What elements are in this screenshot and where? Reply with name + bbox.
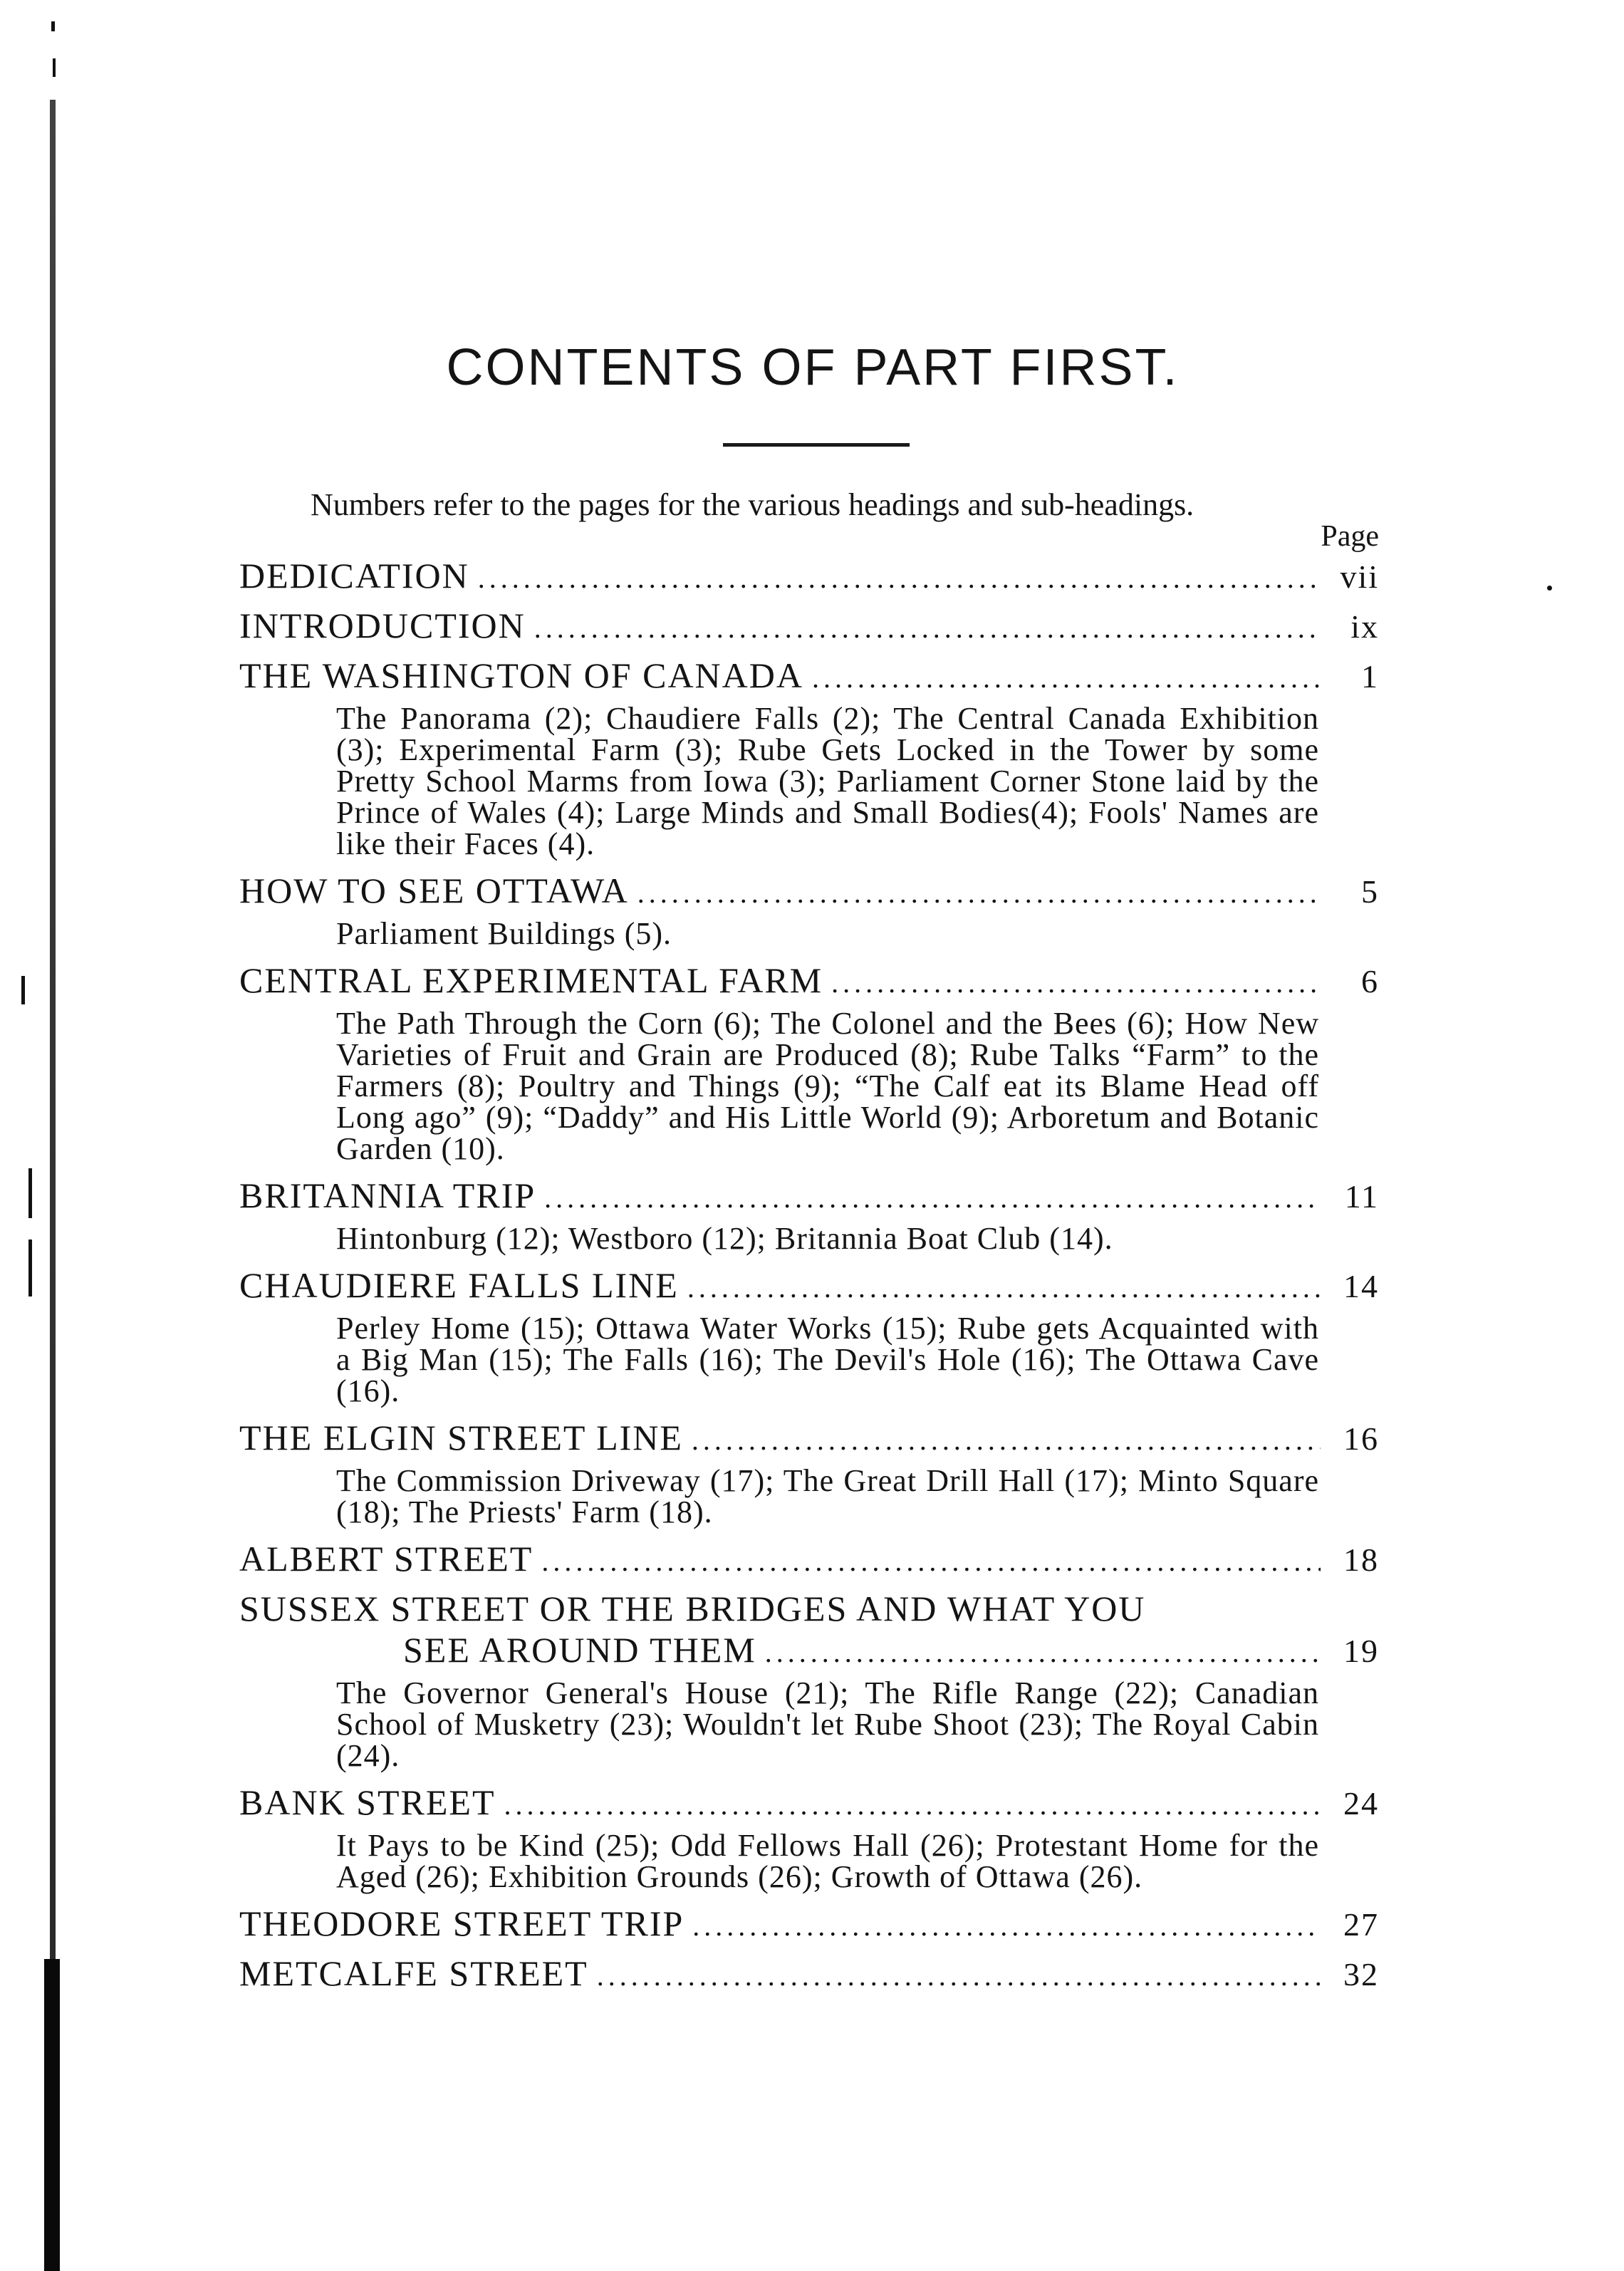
entry-line [239,1414,1379,1464]
scan-mark [28,1168,32,1218]
entry-page-number: 24 [1343,1785,1379,1822]
entry-page-number: 14 [1343,1268,1379,1304]
entry-subheadings: Perley Home (15); Ottawa Water Works (15); Rube gets Acquainted with a Big Man (15); The Falls (16); The Devil's Hole (16); The Ottawa Cave (16). [336,1311,1319,1408]
leader-dots [765,1629,1321,1676]
intro-note: Numbers refer to the pages for the various headings and sub-headings. [311,487,1194,522]
scan-mark [21,976,25,1004]
contents-page [239,339,1379,2000]
entry-line [239,1779,1379,1829]
entry-page-number: 11 [1344,1178,1379,1215]
entry-title: THE WASHINGTON OF CANADA [239,655,803,695]
contents-entry [239,552,1379,602]
entry-page-number: vii [1340,558,1379,595]
leader-dots [478,555,1321,602]
contents-entry [239,957,1379,1165]
leader-dots [812,655,1321,702]
scan-mark [28,1240,32,1296]
entry-title: BANK STREET [239,1782,496,1822]
entry-page-number: ix [1350,608,1379,645]
page-title: CONTENTS OF PART FIRST. [446,339,1180,396]
entry-page-number: 16 [1343,1420,1379,1457]
entry-line [239,552,1379,602]
contents-entry [239,652,1379,860]
entry-line [239,957,1379,1007]
binding-edge [50,100,56,2265]
entry-page-number: 32 [1343,1956,1379,1992]
binding-edge-shadow [44,1959,60,2271]
entry-line [239,652,1379,702]
entry-line [239,1535,1379,1585]
contents-entry [239,1262,1379,1407]
entry-page-number: 1 [1361,658,1379,695]
leader-dots [597,1953,1321,2000]
scan-mark [51,21,55,31]
entry-line [239,1262,1379,1311]
entry-title: DEDICATION [239,556,469,596]
entry-subheadings: The Governor General's House (21); The Rifle Range (22); Canadian School of Musketry (23); Wouldn't let Rube Shoot (23); The Royal Cabin (24). [336,1675,1319,1773]
leader-dots [692,1903,1321,1950]
scan-mark [53,58,56,77]
leader-dots [544,1175,1321,1222]
contents-entry [239,867,1379,950]
contents-entry [239,1950,1379,2000]
contents-entry [239,1172,1379,1254]
entry-line [239,867,1379,917]
entry-title: CENTRAL EXPERIMENTAL FARM [239,960,823,1000]
leader-dots [687,1264,1321,1311]
entry-subheadings: Hintonburg (12); Westboro (12); Britannia Boat Club (14). [336,1221,1113,1256]
entry-subheadings: The Commission Driveway (17); The Great Drill Hall (17); Minto Square (18); The Priests' Farm (18). [336,1463,1319,1529]
entry-page-number: 18 [1343,1542,1379,1578]
contents-list [239,552,1379,2000]
contents-entry [239,1414,1379,1528]
entry-title: ALBERT STREET [239,1539,533,1579]
entry-page-number: 19 [1343,1633,1379,1669]
entry-subheadings: The Path Through the Corn (6); The Colonel and the Bees (6); How New Varieties of Fruit and Grain are Produced (8); Rube Talks “Farm” to the Farmers (8); Poultry and Things (9); “The Calf eat its Blame Head off Long ago” (9); “Daddy” and His Little World (9); Arboretum and Botanic Garden (10). [336,1006,1319,1166]
entry-title: METCALFE STREET [239,1953,588,1993]
entry-title: BRITANNIA TRIP [239,1175,536,1215]
contents-entry [239,1900,1379,1950]
entry-title: THEODORE STREET TRIP [239,1903,685,1943]
contents-entry [239,1591,1379,1772]
entry-page-number: 5 [1361,873,1379,910]
entry-title: HOW TO SEE OTTAWA [239,871,629,910]
entry-title: CHAUDIERE FALLS LINE [239,1265,679,1305]
page-column-label: Page [1321,520,1379,553]
entry-title: SEE AROUND THEM [403,1630,756,1670]
entry-title: INTRODUCTION [239,606,526,645]
scan-speck [1547,586,1552,591]
leader-dots [504,1782,1321,1829]
entry-page-number: 27 [1343,1906,1379,1943]
entry-title: THE ELGIN STREET LINE [239,1418,683,1457]
title-rule [723,443,910,447]
entry-subheadings: The Panorama (2); Chaudiere Falls (2); The Central Canada Exhibition (3); Experimental Farm (3); Rube Gets Locked in the Tower by some Pretty School Marms from Iowa (3); Parliament Corner Stone laid by the Prince of Wales (4); Large Minds and Small Bodies(4); Fools' Names are like their Faces (4). [336,701,1319,861]
leader-dots [541,1538,1321,1585]
entry-line [239,1950,1379,2000]
entry-line [239,602,1379,652]
entry-subheadings: Parliament Buildings (5). [336,916,672,951]
entry-line [239,1626,1379,1676]
leader-dots [692,1417,1321,1464]
entry-line [239,1900,1379,1950]
contents-entry [239,1535,1379,1585]
leader-dots [831,960,1321,1007]
entry-subheadings: It Pays to be Kind (25); Odd Fellows Hall (26); Protestant Home for the Aged (26); Exhibition Grounds (26); Growth of Ottawa (26). [336,1828,1319,1894]
entry-title-line: SUSSEX STREET OR THE BRIDGES AND WHAT YOU [239,1589,1146,1628]
entry-page-number: 6 [1361,963,1379,999]
leader-dots [534,605,1321,652]
leader-dots [637,870,1321,917]
entry-line [239,1172,1379,1222]
contents-entry [239,602,1379,652]
contents-entry [239,1779,1379,1893]
